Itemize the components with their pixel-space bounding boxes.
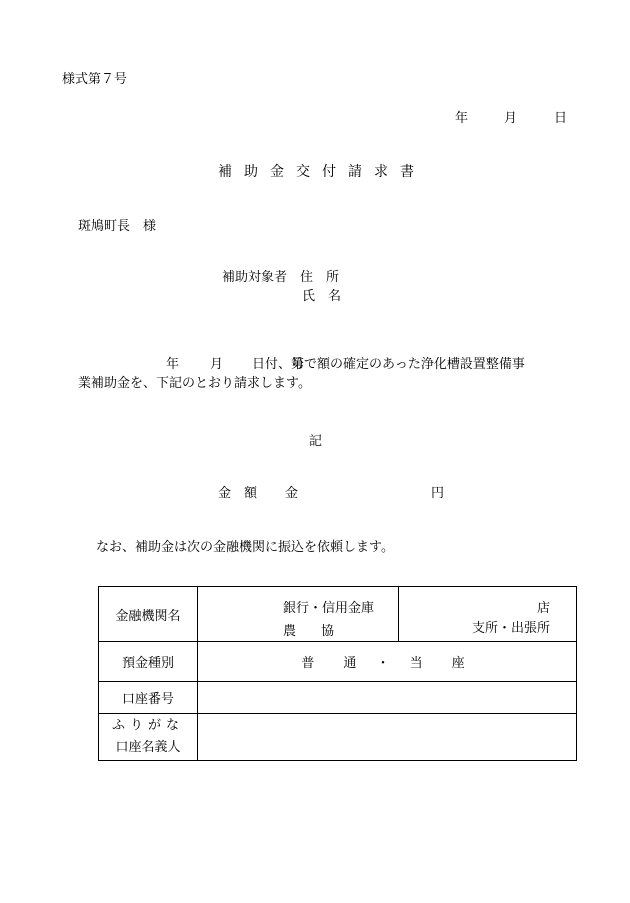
form-number: 様式第７号 [62,72,128,87]
holder-label-cell [99,714,198,761]
table-row [99,642,577,682]
body-line1-rest: 号で額の確定のあった浄化槽設置整備事 [291,357,525,372]
deposit-options[interactable]: 普 通 ・ 当 座 [198,642,577,682]
amount-unit: 円 [431,486,445,501]
body-day-no: 日付、第 [252,357,305,372]
date-line [455,107,567,126]
deposit-label: 預金種別 [99,642,198,682]
addressee: 斑鳩町長 様 [78,219,157,234]
table-row [99,682,577,714]
date-month: 月 [504,111,518,126]
body-month: 月 [210,357,224,372]
bank-types: 銀行・信用金庫 [283,601,375,616]
amount-label: 金 額 [218,486,258,501]
applicant-label: 補助対象者 [222,270,288,285]
agri-coop: 農 協 [283,624,341,639]
page-title: 補助金交付請求書 [218,164,426,180]
transfer-note: なお、補助金は次の金融機関に振込を依頼します。 [96,540,394,555]
ki-heading: 記 [309,434,323,449]
institution-name-cell[interactable] [198,587,399,642]
body-year: 年 [166,357,180,372]
furigana-label: ふりがな [111,718,184,733]
amount-line [218,482,444,501]
account-number-field[interactable] [198,682,577,714]
date-day: 日 [554,111,568,126]
bank-table [98,586,577,761]
applicant-block [222,268,341,306]
branch-cell[interactable] [399,587,577,642]
holder-label: 口座名義人 [115,740,181,755]
address-label: 住 所 [300,270,340,285]
body-line2: 業補助金を、下記のとおり請求します。 [78,376,311,391]
branch-suffix: 店 [536,601,550,616]
table-row [99,587,577,642]
amount-prefix: 金 [285,486,299,501]
name-label: 氏 名 [302,289,342,304]
request-statement [78,355,525,393]
account-holder-field[interactable] [198,714,577,761]
date-year: 年 [455,111,469,126]
branch-types: 支所・出張所 [471,621,550,636]
table-row [99,714,577,761]
institution-label: 金融機関名 [99,587,198,642]
account-number-label: 口座番号 [99,682,198,714]
